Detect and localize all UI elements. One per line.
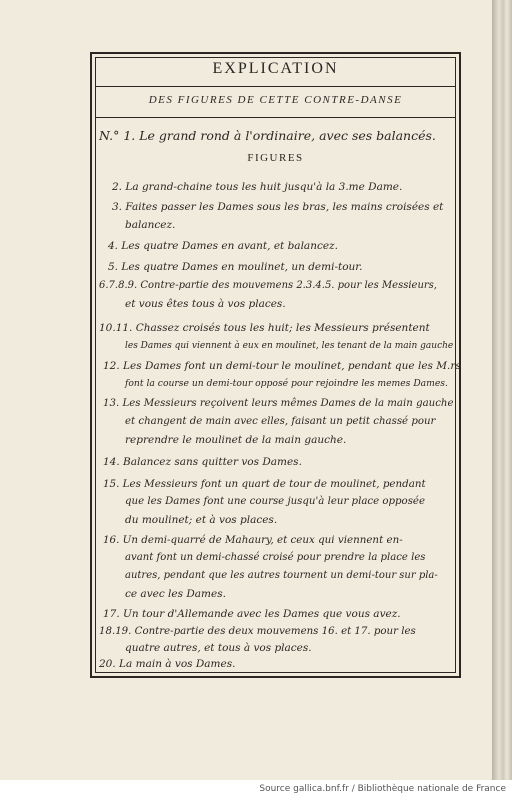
item-12 bbox=[103, 360, 461, 372]
item-text: Les Messieurs reçoivent leurs mêmes Dames de la main gauche bbox=[122, 398, 454, 409]
item-13-cont: reprendre le moulinet de la main gauche. bbox=[125, 434, 347, 446]
item-number: 20. bbox=[99, 658, 116, 670]
item-text: Les quatre Dames en avant, et balancez. bbox=[121, 240, 338, 252]
item-13 bbox=[103, 398, 454, 410]
item-6-9 bbox=[99, 280, 437, 292]
item-15-cont: que les Dames font une course jusqu'à leur place opposée bbox=[125, 496, 425, 507]
item-10-11 bbox=[99, 322, 430, 334]
item-text: Balancez sans quitter vos Dames. bbox=[123, 456, 302, 468]
item-text: Les quatre Dames en moulinet, un demi-tour. bbox=[121, 261, 363, 273]
item-number: 6.7.8.9. bbox=[99, 280, 138, 291]
page-subtitle: DES FIGURES DE CETTE CONTRE-DANSE bbox=[148, 94, 403, 106]
page-edge bbox=[492, 0, 512, 780]
item-6-9-cont: et vous êtes tous à vos places. bbox=[125, 298, 286, 310]
item-text: Contre-partie des deux mouvemens 16. et 17. pour les bbox=[134, 626, 416, 637]
subtitle-rule bbox=[95, 117, 456, 118]
item-18-19 bbox=[99, 626, 416, 638]
source-footer bbox=[0, 780, 512, 800]
item-13-cont: et changent de main avec elles, faisant un petit chassé pour bbox=[125, 416, 436, 427]
item-number: 18.19. bbox=[99, 626, 132, 637]
item-20 bbox=[99, 658, 235, 670]
item-16-cont: ce avec les Dames. bbox=[125, 588, 226, 600]
item-number: 17. bbox=[103, 608, 120, 620]
item-number: 3. bbox=[112, 201, 123, 213]
item-number: 2. bbox=[112, 181, 123, 193]
figures-heading: FIGURES bbox=[247, 152, 304, 164]
title-rule bbox=[95, 86, 456, 87]
item-15 bbox=[103, 478, 426, 490]
item-12-cont: font la course un demi-tour opposé pour rejoindre les memes Dames. bbox=[125, 378, 448, 389]
item-5 bbox=[108, 261, 363, 273]
item-text: La grand-chaine tous les huit jusqu'à la 3.me Dame. bbox=[125, 181, 403, 193]
item-4 bbox=[108, 240, 338, 252]
item-number: 12. bbox=[103, 360, 120, 372]
item-14 bbox=[103, 456, 302, 468]
item-text: Un tour d'Allemande avec les Dames que vous avez. bbox=[123, 608, 401, 620]
item-text: Chassez croisés tous les huit; les Messieurs présentent bbox=[135, 322, 430, 334]
item-number: 13. bbox=[103, 398, 120, 409]
item-10-11-cont: les Dames qui viennent à eux en moulinet, les tenant de la main gauche bbox=[125, 341, 454, 351]
item-18-19-cont: quatre autres, et tous à vos places. bbox=[125, 642, 312, 654]
item-17 bbox=[103, 608, 401, 620]
item-text: Faites passer les Dames sous les bras, les mains croisées et bbox=[125, 201, 444, 213]
item-3-cont: balancez. bbox=[125, 219, 176, 231]
source-credit: Source gallica.bnf.fr / Bibliothèque nationale de France bbox=[259, 784, 506, 794]
item-number: 15. bbox=[103, 478, 120, 490]
intro-line: N.° 1. Le grand rond à l'ordinaire, avec ses balancés. bbox=[99, 128, 436, 143]
item-16 bbox=[103, 534, 403, 546]
item-number: 5. bbox=[108, 261, 119, 273]
item-text: Les Messieurs font un quart de tour de moulinet, pendant bbox=[122, 478, 426, 490]
item-number: 14. bbox=[103, 456, 120, 468]
item-16-cont: autres, pendant que les autres tournent un demi-tour sur pla- bbox=[125, 570, 438, 581]
item-2 bbox=[112, 181, 402, 193]
item-3 bbox=[112, 201, 443, 213]
item-text: La main à vos Dames. bbox=[119, 658, 236, 670]
item-text: Les Dames font un demi-tour le moulinet, pendant que les M.rs bbox=[123, 360, 461, 372]
item-16-cont: avant font un demi-chassé croisé pour prendre la place les bbox=[125, 552, 426, 563]
item-number: 16. bbox=[103, 534, 120, 546]
item-15-cont: du moulinet; et à vos places. bbox=[125, 514, 278, 526]
item-text: Un demi-quarré de Mahaury, et ceux qui viennent en- bbox=[122, 534, 403, 546]
item-number: 4. bbox=[108, 240, 119, 252]
item-number: 10.11. bbox=[99, 322, 133, 334]
page-title: EXPLICATION bbox=[212, 60, 339, 77]
item-text: Contre-partie des mouvemens 2.3.4.5. pour les Messieurs, bbox=[140, 280, 437, 291]
